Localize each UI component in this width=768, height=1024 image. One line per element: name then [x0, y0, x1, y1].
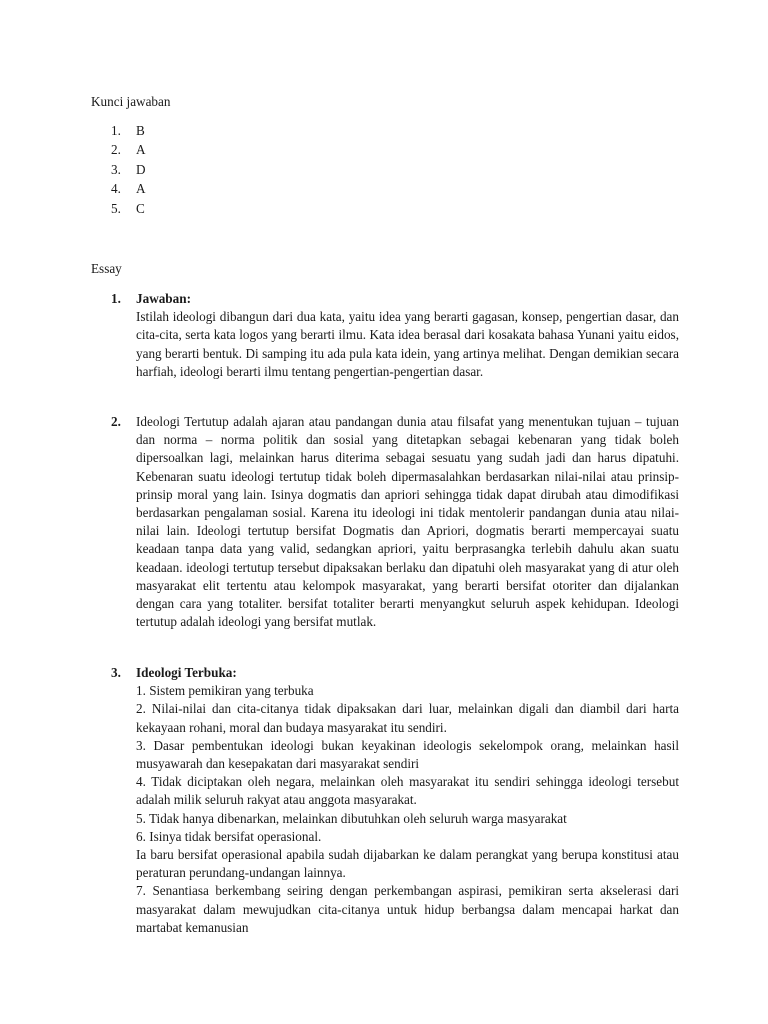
essay-point: 7. Senantiasa berkembang seiring dengan perkembangan aspirasi, pemikiran serta akselerasi dari masyarakat dalam mewujudkan cita-citanya untuk hidup berbangsa dalam mencapai harkat dan martabat kemanusian [136, 883, 679, 935]
answer-number: 4. [111, 181, 121, 197]
essay-point: 5. Tidak hanya dibenarkan, melainkan dibutuhkan oleh seluruh warga masyarakat [136, 810, 567, 826]
list-item [111, 180, 146, 199]
essay-point: 3. Dasar pembentukan ideologi bukan keyakinan ideologis sekelompok orang, melainkan hasil musyawarah dan kesepakatan dari masyarakat sendiri [136, 737, 679, 772]
list-item [111, 200, 146, 219]
essay-item-1 [111, 290, 679, 381]
answer-number: 5. [111, 200, 121, 216]
essay-number: 1. [111, 291, 121, 306]
essay-text: Istilah ideologi dibangun dari dua kata, yaitu idea yang berarti gagasan, konsep, pengertian dasar, dan cita-cita, serta kata logos yang berarti ilmu. Kata idea berasal dari kosakata bahasa Yunani yaitu eidos, yang berarti bentuk. Di samping itu ada pula kata idein, yang artinya melihat. Dengan demikian secara harfiah, ideologi berarti ilmu tentang pengertian-pengertian dasar. [136, 309, 679, 379]
answer-letter: D [136, 161, 146, 177]
essay-point: 6. Isinya tidak bersifat operasional. [136, 828, 322, 844]
essay-title: Ideologi Terbuka: [136, 665, 237, 680]
answer-letter: C [136, 200, 145, 216]
essay-text: Ideologi Tertutup adalah ajaran atau pandangan dunia atau filsafat yang menentukan tujuan – tujuan dan norma – norma politik dan sosial yang ditetapkan sebagai kebenaran yang tidak boleh dipersoalkan lagi, melainkan harus diterima sebagai sesuatu yang sudah jadi dan harus dipatuhi. Kebenaran suatu ideologi tertutup tidak boleh dipermasalahkan berdasarkan nilai-nilai atau prinsip-prinsip moral yang lain. Isinya dogmatis dan apriori sehingga tidak dapat dirubah atau dimodifikasi berdasarkan pengalaman sosial. Karena itu ideologi ini tidak mentolerir pandangan dunia atau nilai-nilai lain. Ideologi tertutup bersifat Dogmatis dan Apriori, dogmatis berarti mempercayai suatu keadaan tanpa data yang valid, sedangkan apriori, yaitu berprasangka terlebih dahulu akan suatu keadaan. ideologi tertutup tersebut dipaksakan berlaku dan dipatuhi oleh masyarakat yang di atur oleh masyarakat elit tertentu atau kelompok masyarakat, yang berarti bersifat otoriter dan dijalankan dengan cara yang totaliter. bersifat totaliter berarti menyangkut seluruh aspek kehidupan. Ideologi tertutup adalah ideologi yang bersifat mutlak. [136, 414, 679, 630]
essay-content [136, 664, 679, 937]
essay-item-3 [111, 664, 679, 937]
essay-point: 1. Sistem pemikiran yang terbuka [136, 683, 314, 699]
essay-number: 2. [111, 414, 121, 429]
essay-content [136, 413, 679, 631]
list-item [111, 141, 146, 160]
answer-number: 3. [111, 161, 121, 177]
answer-key-list [111, 122, 146, 219]
essay-number: 3. [111, 665, 121, 680]
essay-content [136, 290, 679, 381]
list-item [111, 122, 146, 141]
list-item [111, 161, 146, 180]
answer-letter: A [136, 142, 146, 158]
kunci-jawaban-heading: Kunci jawaban [91, 94, 171, 109]
answer-letter: A [136, 181, 146, 197]
essay-point: 4. Tidak diciptakan oleh negara, melainkan oleh masyarakat itu sendiri sehingga ideologi tersebut adalah milik seluruh rakyat atau anggota masyarakat. [136, 774, 679, 808]
essay-point: Ia baru bersifat operasional apabila sudah dijabarkan ke dalam perangkat yang berupa konstitusi atau peraturan perundang-undangan lainnya. [136, 847, 679, 881]
essay-title: Jawaban: [136, 291, 191, 306]
essay-point: 2. Nilai-nilai dan cita-citanya tidak dipaksakan dari luar, melainkan digali dan diambil dari harta kekayaan rohani, moral dan budaya masyarakat itu sendiri. [136, 701, 679, 735]
answer-number: 1. [111, 123, 121, 138]
answer-number: 2. [111, 142, 121, 158]
answer-letter: B [136, 123, 145, 138]
essay-heading: Essay [91, 261, 122, 276]
essay-item-2 [111, 413, 679, 631]
